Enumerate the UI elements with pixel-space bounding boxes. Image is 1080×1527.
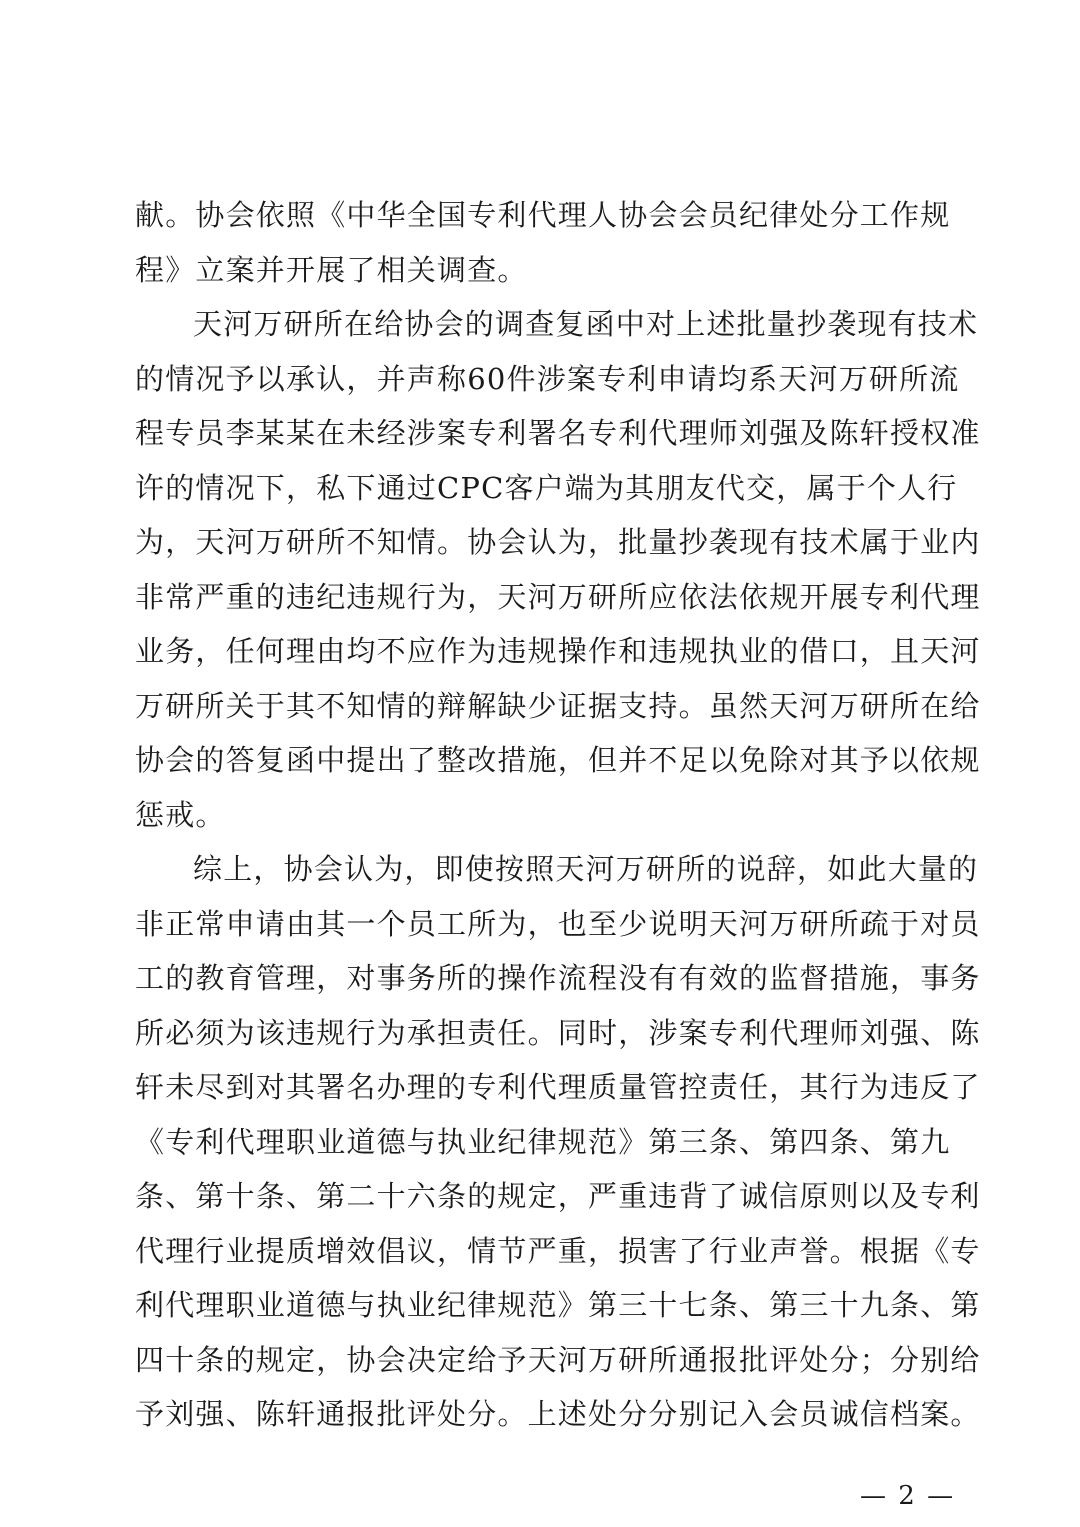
- paragraph-start-line: 综上，协会认为，即使按照天河万研所的说辞，如此大量的: [193, 852, 979, 886]
- text-line: 为，天河万研所不知情。协会认为，批量抄袭现有技术属于业内: [135, 525, 981, 559]
- text-line: 四十条的规定，协会决定给予天河万研所通报批评处分；分别给: [135, 1342, 981, 1377]
- text-line: 非常严重的违纪违规行为，天河万研所应依法依规开展专利代理: [135, 579, 981, 614]
- body-text: [135, 188, 981, 1442]
- paragraph-start-line: 天河万研所在给协会的调查复函中对上述批量抄袭现有技术: [193, 307, 979, 341]
- text-line: 程专员李某某在未经涉案专利署名专利代理师刘强及陈轩授权准: [135, 416, 981, 450]
- text-line: 惩戒。: [135, 797, 226, 832]
- text-line: 条、第十条、第二十六条的规定，严重违背了诚信原则以及专利: [135, 1179, 981, 1213]
- page-number: — 2 —: [860, 1481, 956, 1511]
- text-line: 工的教育管理，对事务所的操作流程没有有效的监督措施，事务: [135, 961, 981, 995]
- text-line: 献。协会依照《中华全国专利代理人协会会员纪律处分工作规: [135, 198, 951, 232]
- text-line: 程》立案并开展了相关调查。: [135, 252, 528, 287]
- text-line: 代理行业提质增效倡议，情节严重，损害了行业声誉。根据《专: [135, 1233, 981, 1268]
- text-line: 《专利代理职业道德与执业纪律规范》第三条、第四条、第九: [135, 1124, 951, 1159]
- text-line: 的情况予以承认，并声称60件涉案专利申请均系天河万研所流: [135, 361, 960, 396]
- text-line: 利代理职业道德与执业纪律规范》第三十七条、第三十九条、第: [135, 1288, 981, 1322]
- text-line: 轩未尽到对其署名办理的专利代理质量管控责任，其行为违反了: [135, 1070, 981, 1104]
- text-line: 所必须为该违规行为承担责任。同时，涉案专利代理师刘强、陈: [135, 1015, 981, 1050]
- text-line: 非正常申请由其一个员工所为，也至少说明天河万研所疏于对员: [135, 906, 981, 941]
- text-line: 万研所关于其不知情的辩解缺少证据支持。虽然天河万研所在给: [135, 688, 981, 723]
- text-line: 业务，任何理由均不应作为违规操作和违规执业的借口，且天河: [135, 634, 981, 668]
- text-line: 协会的答复函中提出了整改措施，但并不足以免除对其予以依规: [135, 743, 981, 777]
- text-line: 予刘强、陈轩通报批评处分。上述处分分别记入会员诚信档案。: [135, 1397, 981, 1431]
- text-line: 许的情况下，私下通过CPC客户端为其朋友代交，属于个人行: [135, 470, 958, 505]
